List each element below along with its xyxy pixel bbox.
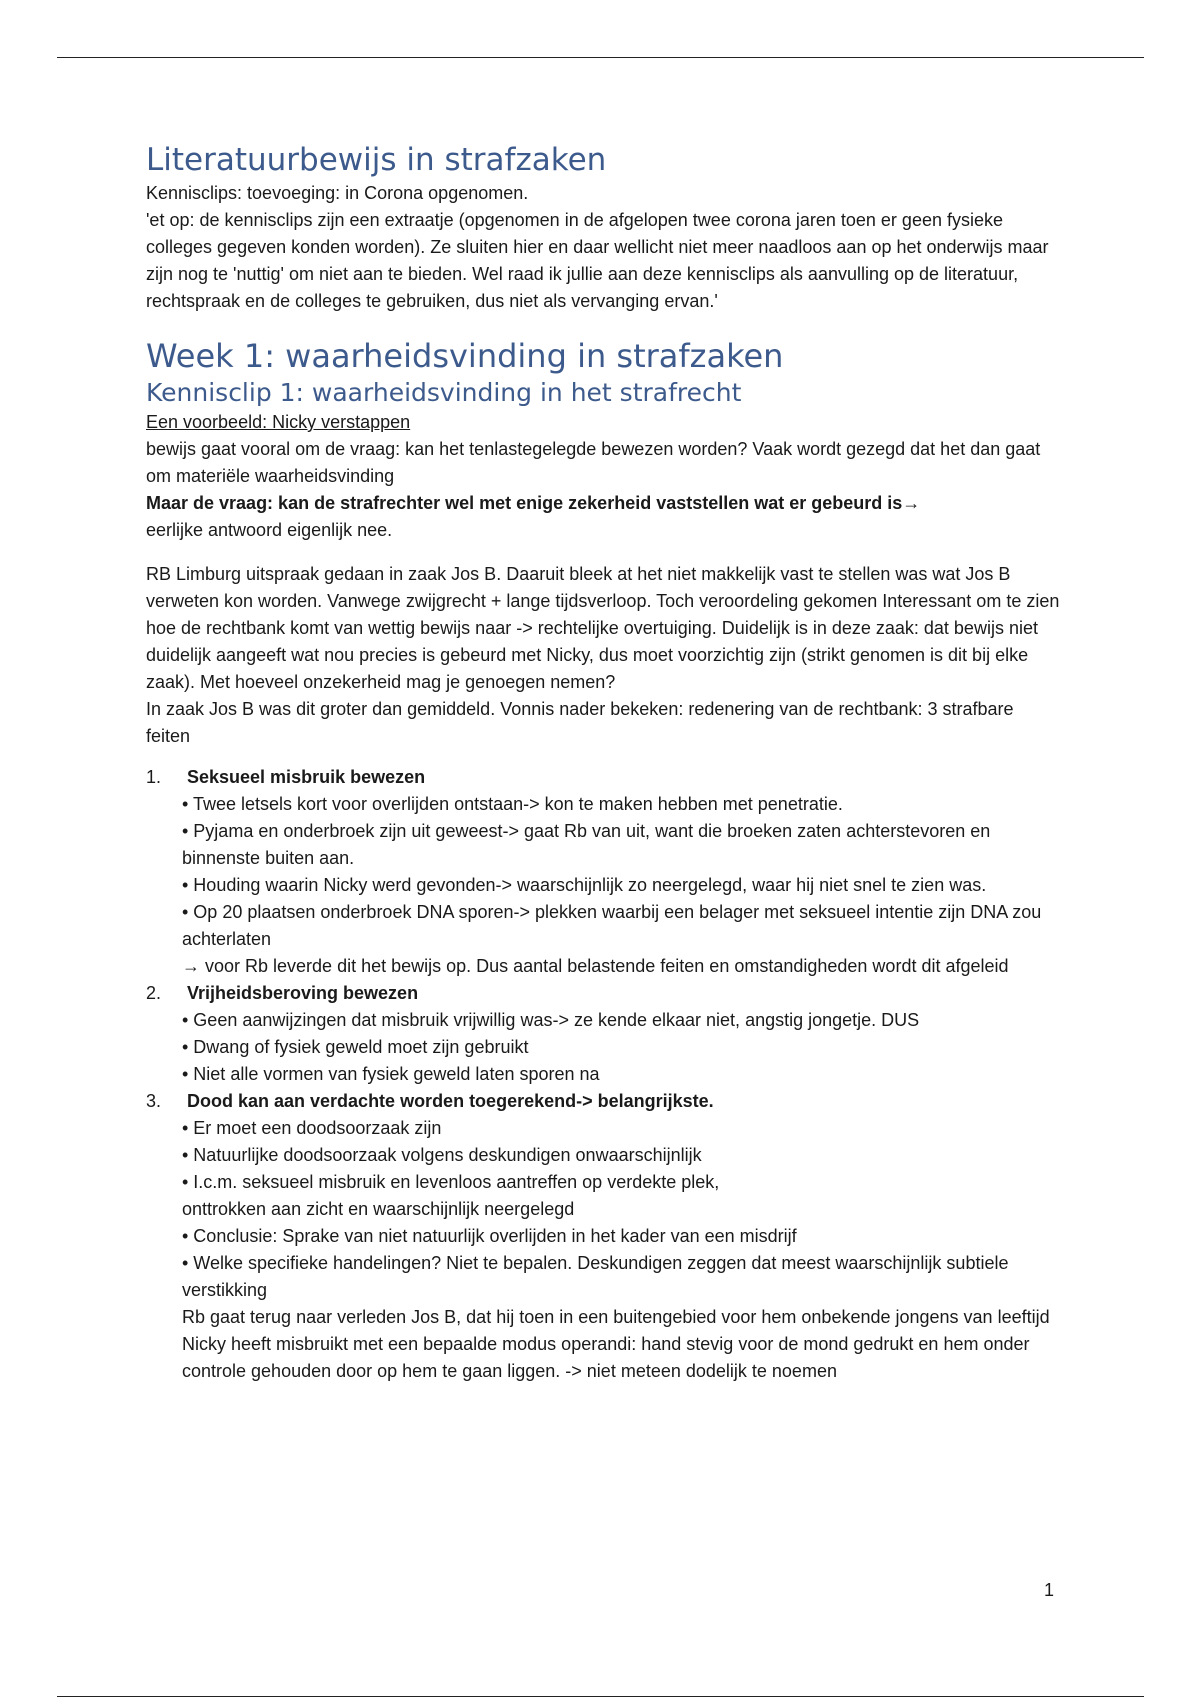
list-number: 2. [146,983,162,1003]
paragraph-1: bewijs gaat vooral om de vraag: kan het tenlastegelegde bewezen worden? Vaak wordt gezegd dat het dan gaat om materiële waarheidsvinding [146,439,1041,486]
list-line: • Op 20 plaatsen onderbroek DNA sporen-> plekken waarbij een belager met seksueel intentie zijn DNA zou achterlaten [182,902,1042,949]
list-line: • Welke specifieke handelingen? Niet te bepalen. Deskundigen zeggen dat meest waarschijnlijk subtiele verstikking [182,1253,1009,1300]
list-line: • Geen aanwijzingen dat misbruik vrijwillig was-> ze kende elkaar niet, angstig jongetje. DUS [182,1010,920,1030]
paragraph-2-bold: Maar de vraag: kan de strafrechter wel met enige zekerheid vaststellen wat er gebeurd is→ [146,493,921,513]
list-item-heading: Dood kan aan verdachte worden toegerekend-> belangrijkste. [187,1091,714,1111]
list-number: 1. [146,767,162,787]
paragraph-2 [146,490,1061,544]
list-item-heading: Seksueel misbruik bewezen [187,767,426,787]
numbered-list [146,764,1061,1385]
header-rule [57,57,1144,58]
list-line: • I.c.m. seksueel misbruik en levenloos aantreffen op verdekte plek, [182,1172,720,1192]
page-number: 1 [1043,1580,1054,1600]
list-item [146,980,1061,1088]
list-item [146,764,1061,980]
document-title: Literatuurbewijs in strafzaken [146,142,607,178]
list-line: onttrokken aan zicht en waarschijnlijk neergelegd [182,1199,575,1219]
intro-line: Kennisclips: toevoeging: in Corona opgenomen. [146,183,529,203]
document-page [146,140,1061,1385]
list-line: • Houding waarin Nicky werd gevonden-> waarschijnlijk zo neergelegd, waar hij niet snel te zien was. [182,875,987,895]
list-line: • Dwang of fysiek geweld moet zijn gebruikt [182,1037,529,1057]
list-line: Rb gaat terug naar verleden Jos B, dat hij toen in een buitengebied voor hem onbekende jongens van leeftijd Nicky heeft misbruikt met een bepaalde modus operandi: hand stevig voor de mond gedrukt en hem onder controle gehouden door op hem te gaan liggen. -> niet meteen dodelijk te noemen [182,1307,1050,1381]
clip-heading: Kennisclip 1: waarheidsvinding in het strafrecht [146,378,742,407]
list-line: • Twee letsels kort voor overlijden ontstaan-> kon te maken hebben met penetratie. [182,794,843,814]
week-heading: Week 1: waarheidsvinding in strafzaken [146,337,784,375]
list-line: → voor Rb leverde dit het bewijs op. Dus aantal belastende feiten en omstandigheden wordt dit afgeleid [182,956,1009,976]
list-line: • Niet alle vormen van fysiek geweld laten sporen na [182,1064,600,1084]
intro-quote: 'et op: de kennisclips zijn een extraatje (opgenomen in de afgelopen twee corona jaren toen er geen fysieke colleges gegeven konden worden). Ze sluiten hier en daar wellicht niet meer naadloos aan op het onderwijs maar zijn nog te 'nuttig' om niet aan te bieden. Wel raad ik jullie aan deze kennisclips als aanvulling op de literatuur, rechtspraak en de colleges te gebruiken, dus niet als vervanging ervan.' [146,210,1049,311]
list-line: • Natuurlijke doodsoorzaak volgens deskundigen onwaarschijnlijk [182,1145,702,1165]
footer-rule [57,1696,1144,1697]
list-line: • Conclusie: Sprake van niet natuurlijk overlijden in het kader van een misdrijf [182,1226,797,1246]
example-heading: Een voorbeeld: Nicky verstappen [146,412,411,432]
list-item-heading: Vrijheidsberoving bewezen [187,983,419,1003]
paragraph-4: In zaak Jos B was dit groter dan gemiddeld. Vonnis nader bekeken: redenering van de rechtbank: 3 strafbare feiten [146,699,1014,746]
list-line: • Er moet een doodsoorzaak zijn [182,1118,442,1138]
list-line: • Pyjama en onderbroek zijn uit geweest-> gaat Rb van uit, want die broeken zaten achterstevoren en binnenste buiten aan. [182,821,991,868]
list-item [146,1088,1061,1385]
list-number: 3. [146,1091,162,1111]
paragraph-2-rest: eerlijke antwoord eigenlijk nee. [146,520,393,540]
paragraph-3: RB Limburg uitspraak gedaan in zaak Jos B. Daaruit bleek at het niet makkelijk vast te stellen was wat Jos B verweten kon worden. Vanwege zwijgrecht + lange tijdsverloop. Toch veroordeling gekomen Interessant om te zien hoe de rechtbank komt van wettig bewijs naar -> rechtelijke overtuiging. Duidelijk is in deze zaak: dat bewijs niet duidelijk aangeeft wat nou precies is gebeurd met Nicky, dus moet voorzichtig zijn (strikt genomen is dit bij elke zaak). Met hoeveel onzekerheid mag je genoegen nemen? [146,564,1060,692]
